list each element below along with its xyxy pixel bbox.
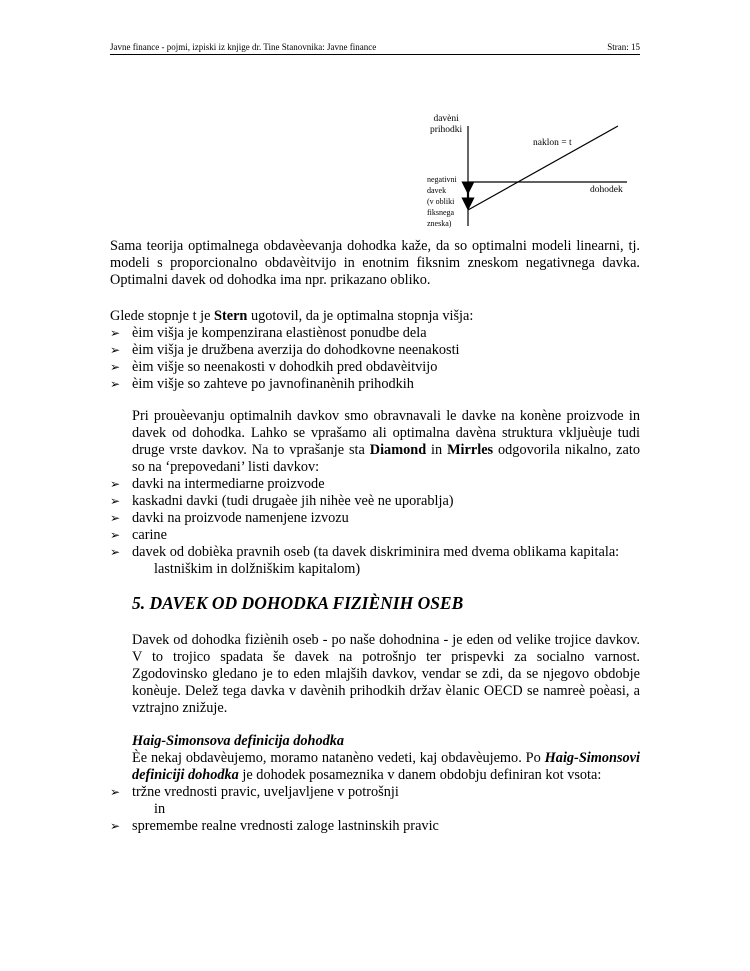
list-item (110, 544, 640, 561)
list-item-continuation: lastniškim in dolžniškim kapitalom) (154, 561, 361, 577)
subheading: Haig-Simonsova definicija dohodka (132, 733, 345, 749)
intro-paragraph (110, 238, 640, 289)
list-item (110, 527, 640, 544)
diamond-text: Pri prouèevanju optimalnih davkov smo obravnavali le davke na konène proizvode in davek od dohodka. Lahko se vprašamo ali optimalna davèna struktura vkljuèuje tudi druge vrste davkov. Na to vprašanje sta (132, 408, 640, 458)
stern-lead-text: Glede stopnje t je (110, 308, 215, 324)
header-title: Javne finance - pojmi, izpiski iz knjige dr. Tine Stanovnika: Javne finance (110, 42, 377, 52)
y-axis-label-line2: prihodki (430, 125, 463, 135)
neg-label-line: negativni (427, 175, 457, 184)
list-item (110, 325, 640, 342)
slope-label: naklon = t (533, 138, 572, 148)
list-item-text: èim višja je družbena averzija do dohodkovne neenakosti (132, 342, 460, 358)
bullet-arrow-icon: ➢ (110, 477, 121, 491)
list-item (110, 476, 640, 493)
section-heading: 5. DAVEK OD DOHODKA FIZIÈNIH OSEB (132, 593, 464, 613)
stern-lead (110, 308, 640, 325)
list-item (110, 510, 640, 527)
page-header (110, 40, 640, 55)
list-item (110, 359, 640, 376)
stern-section (110, 308, 640, 393)
haig-simons-section (110, 733, 640, 835)
list-item (110, 376, 640, 393)
list-item-text: davki na proizvode namenjene izvozu (132, 510, 349, 526)
connector-text: in (154, 801, 166, 817)
section-5-body (110, 632, 640, 717)
neg-label-line: fiksnega (427, 208, 455, 217)
list-item (110, 342, 640, 359)
list-item-text: kaskadni davki (tudi drugaèe jih nihèe veè ne uporablja) (132, 493, 454, 509)
bullet-arrow-icon: ➢ (110, 360, 121, 374)
list-item-text: èim višja je kompenzirana elastiènost ponudbe dela (132, 325, 427, 341)
list-item-text: èim višje so zahteve po javnofinanènih prihodkih (132, 376, 414, 392)
section-5-paragraph: Davek od dohodka fiziènih oseb - po naše dohodnina - je eden od velike trojice davkov. V to trojico spadata še davek na potrošnjo ter prispevki za socialno varnost. Zgodovinsko gledano je to eden mlajših davkov, vendar se zdi, da se njegovo obdobje konèuje. Delež tega davka v davènih prihodkih držav èlanic OECD se namreè poèasi, a vztrajno znižuje. (132, 632, 640, 716)
tax-revenue-diagram (415, 108, 645, 233)
list-item-text: tržne vrednosti pravic, uveljavljene v potrošnji (132, 784, 399, 800)
neg-label-line: (v obliki (427, 197, 455, 206)
haig-paragraph (110, 750, 640, 784)
y-axis-label-line1: davèni (433, 114, 459, 124)
y-axis-label (430, 114, 462, 136)
list-item-text: carine (132, 527, 167, 543)
bullet-arrow-icon: ➢ (110, 494, 121, 508)
diamond-text: in (426, 442, 448, 458)
diamond-paragraph (110, 408, 640, 476)
stern-name: Stern (214, 308, 248, 324)
diamond-text: odgovorila nikalno, zato so na ‘prepovedani’ listi davkov: (132, 442, 640, 475)
negative-tax-label (427, 174, 457, 229)
page-number: Stran: 15 (607, 42, 640, 52)
bullet-arrow-icon: ➢ (110, 528, 121, 542)
section-5 (110, 595, 640, 612)
bullet-arrow-icon: ➢ (110, 377, 121, 391)
list-item (110, 818, 640, 835)
list-item-text: davek od dobièka pravnih oseb (ta davek diskriminira med dvema oblikama kapitala: (132, 544, 620, 560)
diamond-section (110, 408, 640, 578)
bullet-arrow-icon: ➢ (110, 326, 121, 340)
neg-label-line: davek (427, 186, 447, 195)
bullet-arrow-icon: ➢ (110, 545, 121, 559)
bullet-arrow-icon: ➢ (110, 511, 121, 525)
bullet-arrow-icon: ➢ (110, 343, 121, 357)
list-item-text: spremembe realne vrednosti zaloge lastninskih pravic (132, 818, 439, 834)
x-axis-label: dohodek (590, 185, 623, 195)
author-mirrles: Mirrles (447, 442, 494, 458)
list-item-text: davki na intermediarne proizvode (132, 476, 325, 492)
list-item (110, 784, 640, 801)
intro-text: Sama teorija optimalnega obdavèevanja dohodka kaže, da so optimalni modeli linearni, tj. modeli s proporcionalno obdavèitvijo in enotnim fiksnim zneskom negativnega davka. Optimalni davek od dohodka ima npr. prikazano obliko. (110, 238, 640, 288)
list-item-text: èim višje so neenakosti v dohodkih pred obdavèitvijo (132, 359, 438, 375)
author-diamond: Diamond (369, 442, 427, 458)
haig-text: je dohodek posameznika v danem obdobju definiran kot vsota: (238, 767, 602, 783)
haig-text: Èe nekaj obdavèujemo, moramo natanèno vedeti, kaj obdavèujemo. Po (132, 750, 545, 766)
bullet-arrow-icon: ➢ (110, 785, 121, 799)
neg-label-line: zneska) (427, 219, 452, 228)
stern-lead-text-2: ugotovil, da je optimalna stopnja višja: (247, 308, 474, 324)
bullet-arrow-icon: ➢ (110, 819, 121, 833)
haig-term: Haig-Simonsovi definiciji dohodka (132, 750, 640, 783)
list-item (110, 493, 640, 510)
